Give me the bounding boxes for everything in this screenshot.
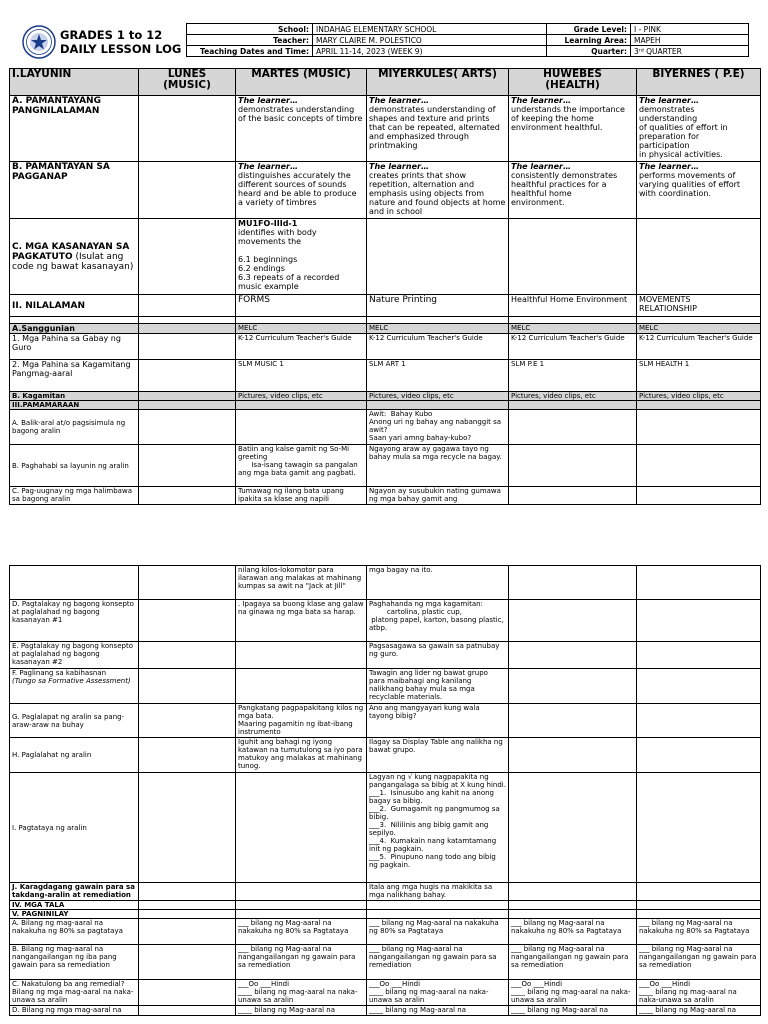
row-label-pamamaraan: III.PAMAMARAAN [10, 401, 139, 410]
cell-vb-huwebes: ___ bilang ng Mag-aaral na nangangailangan ng gawain para sa remediation [509, 945, 637, 980]
cell-kagamitan-biyernes: Pictures, video clips, etc [637, 392, 761, 401]
cell-d-miyerkules: Paghahanda ng mga kagamitan: cartolina, plastic cup, platong papel, karton, basong plastic, atbp. [367, 600, 509, 642]
cell-b-lunes [139, 162, 236, 219]
cell-vc-huwebes: ___Oo ___Hindi ____ bilang ng mag-aaral na naka-unawa sa aralin [509, 980, 637, 1006]
title-line-1: GRADES 1 to 12 [60, 28, 163, 42]
cell-melc-biyernes: MELC [637, 324, 761, 334]
cell-g-miyerkules: Ano ang mangyayari kung wala tayong bibig? [367, 704, 509, 738]
cell-b-biyernes: The learner… performs movements of varying qualities of effort with coordination. [637, 162, 761, 219]
school-value: INDAHAG ELEMENTARY SCHOOL [313, 24, 547, 35]
cell-melc-huwebes: MELC [509, 324, 637, 334]
row-label-i: I. Pagtataya ng aralin [10, 773, 139, 883]
cell-gabay-martes: K-12 Curriculum Teacher's Guide [236, 334, 367, 360]
cell-cont-miyerkules: mga bagay na ito. [367, 566, 509, 600]
header-info-table [186, 23, 749, 57]
cell-melc-miyerkules: MELC [367, 324, 509, 334]
cell-gabay-biyernes: K-12 Curriculum Teacher's Guide [637, 334, 761, 360]
col-header-lunes: LUNES (MUSIC) [139, 69, 236, 96]
row-label-j: J. Karagdagang gawain para sa takdang-aralin at remediation [10, 883, 139, 901]
cell-kagamitan-miyerkules: Pictures, video clips, etc [367, 392, 509, 401]
row-label-gabay: 1. Mga Pahina sa Gabay ng Guro [10, 334, 139, 360]
cell-kagamitan-huwebes: Pictures, video clips, etc [509, 392, 637, 401]
cell-cont-martes: nilang kilos-lokomotor para ilarawan ang malakas at mahinang kumpas sa awit na "Jack at Jill" [236, 566, 367, 600]
cell-pag-uugnay-martes: Tumawag ng ilang bata upang ipakita sa klase ang napili [236, 487, 367, 505]
row-label-va: A. Bilang ng mag-aaral na nakakuha ng 80% sa pagtataya [10, 919, 139, 945]
cell-ii-huwebes: Healthful Home Environment [509, 295, 637, 317]
row-label-balik-aral: A. Balik-aral at/o pagsisimula ng bagong aralin [10, 410, 139, 445]
cell-ii-biyernes: MOVEMENTS RELATIONSHIP [637, 295, 761, 317]
cell-slm-martes: SLM MUSIC 1 [236, 360, 367, 392]
cell-vb-martes: ___ bilang ng Mag-aaral na nangangailangan ng gawain para sa remediation [236, 945, 367, 980]
cell-vb-miyerkules: ___ bilang ng Mag-aaral na nangangailangan ng gawain para sa remediation [367, 945, 509, 980]
cell-a-lunes [139, 96, 236, 162]
cell-i-miyerkules: Lagyan ng √ kung nagpapakita ng pangangalaga sa bibig at X kung hindi. ___1. Isinusubo ang kahit na anong bagay sa bibig. ___2. Gumagamit ng pangmumog sa bibig. ___3. Nililinis ang bibig gamit ang sepilyo. ___4. Kumakain nang katamtamang init ng pagkain. ___5. Pinupuno nang todo ang bibig ng pagkain. [367, 773, 509, 883]
dates-value: APRIL 11-14, 2023 (WEEK 9) [313, 46, 547, 57]
cell-e-miyerkules: Pagsasagawa sa gawain sa patnubay ng guro. [367, 642, 509, 669]
row-label-vd: D. Bilang ng mga mag-aaral na [10, 1006, 139, 1016]
cell-c-miyerkules [367, 219, 509, 295]
grade-label: Grade Level: [547, 24, 631, 35]
spacer-cell [10, 317, 139, 324]
row-label-nilalaman: II. NILALAMAN [10, 295, 139, 317]
cell-c-biyernes [637, 219, 761, 295]
teacher-value: MARY CLAIRE M. POLESTICO [313, 35, 547, 46]
cell-va-martes: ___ bilang ng Mag-aaral na nakakuha ng 80% sa Pagtataya [236, 919, 367, 945]
cell-a-biyernes: The learner… demonstrates understanding of qualities of effort in preparation for participation in physical activities. [637, 96, 761, 162]
cell-b-miyerkules: The learner… creates prints that show repetition, alternation and emphasis using objects from nature and found objects at home and in school [367, 162, 509, 219]
cell-vc-miyerkules: ___Oo ___Hindi ____ bilang ng mag-aaral na naka-unawa sa aralin [367, 980, 509, 1006]
cell-c-martes: MU1FO-IIId-1 identifies with body movements the 6.1 beginnings 6.2 endings 6.3 repeats of a recorded music example [236, 219, 367, 295]
row-label-d: D. Pagtalakay ng bagong konsepto at paglalahad ng bagong kasanayan #1 [10, 600, 139, 642]
cell-paghahabi-miyerkules: Ngayong araw ay gagawa tayo ng bahay mula sa mga recycle na bagay. [367, 445, 509, 487]
cell-slm-miyerkules: SLM ART 1 [367, 360, 509, 392]
row-label-sanggunian: A.Sanggunian [10, 324, 139, 334]
cell-va-miyerkules: ___ bilang ng Mag-aaral na nakakuha ng 80% sa Pagtataya [367, 919, 509, 945]
cell-slm-biyernes: SLM HEALTH 1 [637, 360, 761, 392]
col-header-miyerkules: MIYERKULES( ARTS) [367, 69, 509, 96]
cell-g-martes: Pangkatang pagpapakitang kilos ng mga bata. Maaring pagamitin ng ibat-ibang instrumento [236, 704, 367, 738]
teacher-label: Teacher: [187, 35, 313, 46]
cell-balik-miyerkules: Awit: Bahay Kubo Anong uri ng bahay ang nabanggit sa awit? Saan yari amng bahay-kubo? [367, 410, 509, 445]
col-header-biyernes: BIYERNES ( P.E) [637, 69, 761, 96]
grade-value: I - PINK [631, 24, 749, 35]
deped-seal-logo [22, 25, 56, 59]
row-label-h: H. Paglalahat ng aralin [10, 738, 139, 773]
col-header-huwebes: HUWEBES (HEALTH) [509, 69, 637, 96]
col-header-martes: MARTES (MUSIC) [236, 69, 367, 96]
cell-slm-huwebes: SLM P.E 1 [509, 360, 637, 392]
cell-ii-lunes [139, 295, 236, 317]
cell-h-miyerkules: Ilagay sa Display Table ang nalikha ng bawat grupo. [367, 738, 509, 773]
cell-vd-huwebes: ____ bilang ng Mag-aaral na [509, 1006, 637, 1016]
cell-vd-miyerkules: ____ bilang ng Mag-aaral na [367, 1006, 509, 1016]
cell-a-miyerkules: The learner… demonstrates understanding of shapes and texture and prints that can be repeated, alternated and emphasized through printmaking [367, 96, 509, 162]
cell-gabay-miyerkules: K-12 Curriculum Teacher's Guide [367, 334, 509, 360]
cell-b-martes: The learner… distinguishes accurately the different sources of sounds heard and be able to produce a variety of timbres [236, 162, 367, 219]
cell-melc-martes: MELC [236, 324, 367, 334]
row-label-pag-uugnay: C. Pag-uugnay ng mga halimbawa sa bagong aralin [10, 487, 139, 505]
cell-va-biyernes: ___ bilang ng Mag-aaral na nakakuha ng 80% sa Pagtataya [637, 919, 761, 945]
cell-va-huwebes: ___ bilang ng Mag-aaral na nakakuha ng 80% sa Pagtataya [509, 919, 637, 945]
lesson-table-page2 [9, 565, 761, 1016]
row-label-pagninilay: V. PAGNINILAY [10, 910, 139, 919]
cell-vb-biyernes: ___ bilang ng Mag-aaral na nangangailangan ng gawain para sa remediation [637, 945, 761, 980]
row-label-g: G. Paglalapat ng aralin sa pang-araw-araw na buhay [10, 704, 139, 738]
row-label-pamantayang: A. PAMANTAYANG PANGNILALAMAN [10, 96, 139, 162]
row-label-e: E. Pagtalakay ng bagong konsepto at paglalahad ng bagong kasanayan #2 [10, 642, 139, 669]
row-label-paghahabi: B. Paghahabi sa layunin ng aralin [10, 445, 139, 487]
row-label-pagganap: B. PAMANTAYAN SA PAGGANAP [10, 162, 139, 219]
row-label-vb: B. Bilang ng mag-aaral na nangangailangan ng iba pang gawain para sa remediation [10, 945, 139, 980]
col-header-layunin: I.LAYUNIN [10, 69, 139, 96]
cell-f-miyerkules: Tawagin ang lider ng bawat grupo para maibahagi ang kanilang nalikhang bahay mula sa mga recyclable materials. [367, 669, 509, 704]
cell-vd-biyernes: ____ bilang ng Mag-aaral na [637, 1006, 761, 1016]
cell-a-martes: The learner… demonstrates understanding of the basic concepts of timbre [236, 96, 367, 162]
cell-vc-biyernes: ___Oo ___Hindi ____ bilang ng mag-aaral na naka-unawa sa aralin [637, 980, 761, 1006]
cell-c-huwebes [509, 219, 637, 295]
row-label-vc: C. Nakatulong ba ang remedial? Bilang ng mga mag-aaral na naka-unawa sa aralin [10, 980, 139, 1006]
school-label: School: [187, 24, 313, 35]
cell-ii-martes: FORMS [236, 295, 367, 317]
area-value: MAPEH [631, 35, 749, 46]
cell-paghahabi-martes: Batiin ang kalse gamit ng So-Mi greeting Isa-isang tawagin sa pangalan ang mga bata gamit ang pagbati. [236, 445, 367, 487]
cell-kagamitan-martes: Pictures, video clips, etc [236, 392, 367, 401]
cell-vd-martes: ____ bilang ng Mag-aaral na [236, 1006, 367, 1016]
area-label: Learning Area: [547, 35, 631, 46]
cell-j-miyerkules: Itala ang mga hugis na makikita sa mga nalikhang bahay. [367, 883, 509, 901]
row-label-f: F. Paglinang sa kabihasnan (Tungo sa Formative Assessment) [10, 669, 139, 704]
cell-vc-martes: ___Oo ___Hindi ____ bilang ng mag-aaral na naka-unawa sa aralin [236, 980, 367, 1006]
cell-d-martes: . Ipagaya sa buong klase ang galaw na ginawa ng mga bata sa harap. [236, 600, 367, 642]
lesson-table-page1 [9, 68, 761, 505]
row-label-kagamitang: 2. Mga Pahina sa Kagamitang Pangmag-aaral [10, 360, 139, 392]
row-label-kasanayan: C. MGA KASANAYAN SA PAGKATUTO (Isulat ang code ng bawat kasanayan) [10, 219, 139, 295]
row-label-kagamitan: B. Kagamitan [10, 392, 139, 401]
title-line-2: DAILY LESSON LOG [60, 42, 182, 56]
cell-h-martes: Iguhit ang bahagi ng iyong katawan na tumutulong sa iyo para matukoy ang malakas at mahinang tunog. [236, 738, 367, 773]
quarter-value: 3ʳᵈ QUARTER [631, 46, 749, 57]
cell-pag-uugnay-miyerkules: Ngayon ay susubukin nating gumawa ng mga bahay gamit ang [367, 487, 509, 505]
quarter-label: Quarter: [547, 46, 631, 57]
row-label-mga-tala: IV. MGA TALA [10, 901, 139, 910]
dates-label: Teaching Dates and Time: [187, 46, 313, 57]
cell-gabay-huwebes: K-12 Curriculum Teacher's Guide [509, 334, 637, 360]
cell-c-lunes [139, 219, 236, 295]
cell-a-huwebes: The learner… understands the importance of keeping the home environment healthful. [509, 96, 637, 162]
cell-ii-miyerkules: Nature Printing [367, 295, 509, 317]
page-title [60, 28, 186, 56]
cell-b-huwebes: The learner… consistently demonstrates healthful practices for a healthful home environment. [509, 162, 637, 219]
